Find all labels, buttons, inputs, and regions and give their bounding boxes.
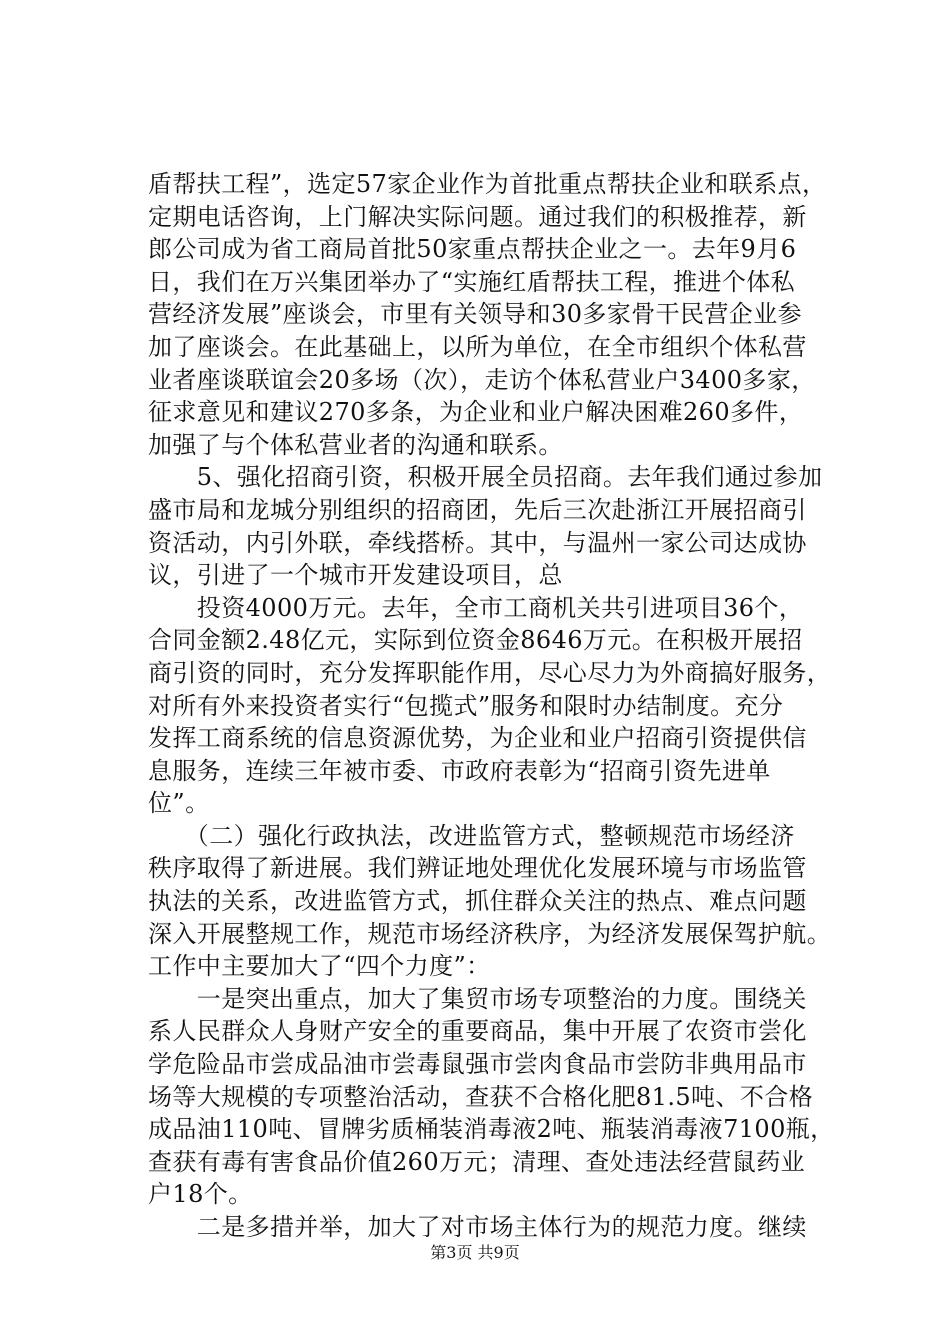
text-line: 盾帮扶工程”，选定57家企业作为首批重点帮扶企业和联系点， <box>148 170 827 198</box>
text-line: 一是突出重点，加大了集贸市场专项整治的力度。围绕关 <box>148 984 807 1013</box>
page-footer: 第3页 共9页 <box>430 1243 520 1262</box>
text-line: 深入开展整规工作，规范市场经济秩序，为经济发展保驾护航。 <box>148 919 832 948</box>
text-line: 加强了与个体私营业者的沟通和联系。 <box>148 430 563 459</box>
text-line: 成品油110吨、冒牌劣质桶装消毒液2吨、瓶装消毒液7100瓶， <box>148 1115 835 1144</box>
text-line: 息服务，连续三年被市委、市政府表彰为“招商引资先进单 <box>148 756 771 785</box>
text-line: 场等大规模的专项整治活动，查获不合格化肥81.5吨、不合格 <box>148 1082 814 1111</box>
text-line: 位”。 <box>148 789 210 818</box>
text-line: 郎公司成为省工商局首批50家重点帮扶企业之一。去年9月6 <box>148 235 797 264</box>
text-line: 查获有毒有害食品价值260万元；清理、查处违法经营鼠药业 <box>148 1147 806 1176</box>
text-line: （二）强化行政执法，改进监管方式，整顿规范市场经济 <box>148 821 795 850</box>
text-line: 学危险品市尝成品油市尝毒鼠强市尝肉食品市尝防非典用品市 <box>148 1050 807 1079</box>
text-line: 盛市局和龙城分别组织的招商团，先后三次赴浙江开展招商引 <box>148 495 807 524</box>
text-line: 日，我们在万兴集团举办了“实施红盾帮扶工程，推进个体私 <box>148 267 796 296</box>
text-line: 秩序取得了新进展。我们辨证地处理优化发展环境与市场监管 <box>148 854 807 883</box>
text-line: 二是多措并举，加大了对市场主体行为的规范力度。继续 <box>148 1213 807 1241</box>
text-line: 合同金额2.48亿元，实际到位资金8646万元。在积极开展招 <box>148 626 803 655</box>
text-line: 征求意见和建议270多条，为企业和业户解决困难260多件， <box>148 398 804 427</box>
text-line: 系人民群众人身财产安全的重要商品，集中开展了农资市尝化 <box>148 1017 807 1046</box>
text-line: 户18个。 <box>148 1180 253 1209</box>
text-line: 资活动，内引外联，牵线搭桥。其中，与温州一家公司达成协 <box>148 528 807 557</box>
text-line: 发挥工商系统的信息资源优势，为企业和业户招商引资提供信 <box>148 724 807 753</box>
text-line: 加了座谈会。在此基础上，以所为单位，在全市组织个体私营 <box>148 332 807 361</box>
text-line: 业者座谈联谊会20多场（次），走访个体私营业户3400多家， <box>148 365 816 394</box>
text-line: 营经济发展”座谈会，市里有关领导和30多家骨干民营企业参 <box>148 300 803 329</box>
text-line: 定期电话咨询，上门解决实际问题。通过我们的积极推荐，新 <box>148 202 807 231</box>
text-line: 商引资的同时，充分发挥职能作用，尽心尽力为外商搞好服务， <box>148 658 832 687</box>
text-line: 5、强化招商引资，积极开展全员招商。去年我们通过参加 <box>148 463 823 492</box>
text-line: 工作中主要加大了“四个力度”： <box>148 952 491 981</box>
text-line: 议，引进了一个城市开发建设项目，总 <box>148 561 563 590</box>
text-line: 投资4000万元。去年，全市工商机关共引进项目36个， <box>148 593 804 622</box>
document-body <box>148 168 838 1244</box>
text-line: 对所有外来投资者实行“包揽式”服务和限时办结制度。充分 <box>148 691 784 720</box>
text-line: 执法的关系，改进监管方式，抓住群众关注的热点、难点问题 <box>148 887 807 916</box>
